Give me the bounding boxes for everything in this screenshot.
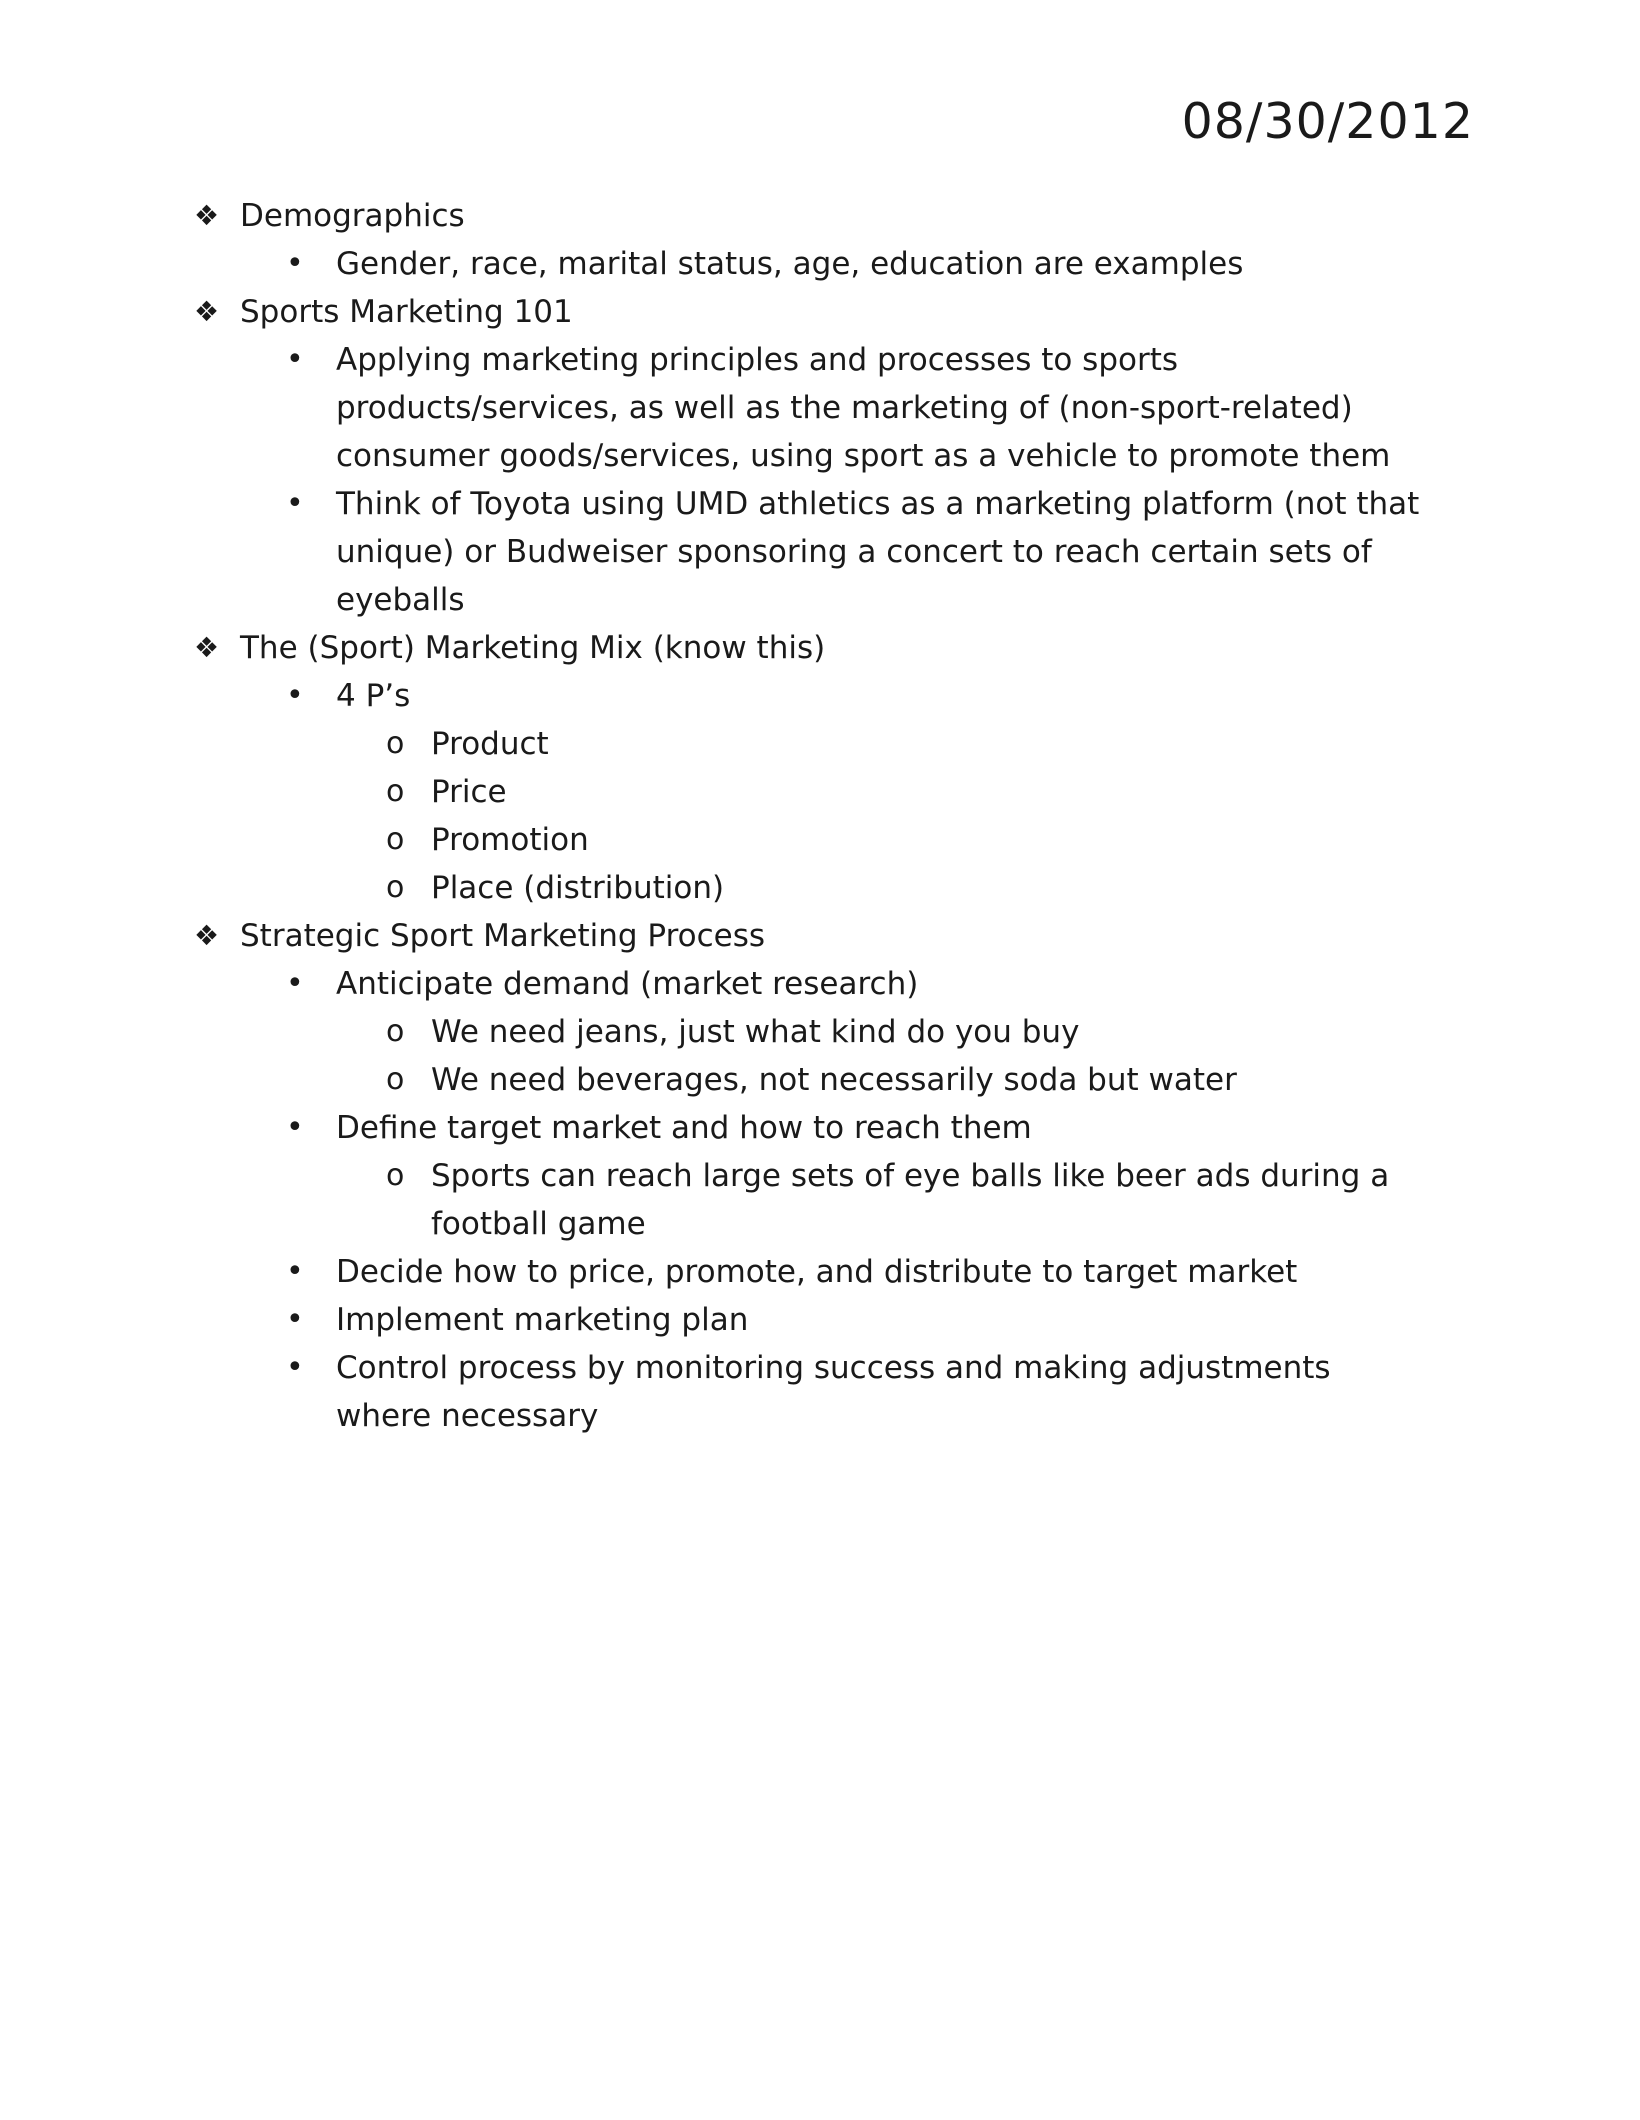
bullet-point-text: Think of Toyota using UMD athletics as a marketing platform (not that unique) or Budweiser sponsoring a concert to reach certain sets of eyeballs — [336, 486, 1420, 618]
letter-o-bullet-icon: o — [386, 822, 405, 857]
bullet-point — [0, 1344, 1426, 1440]
diamond-four-bullet-icon: ❖ — [194, 199, 220, 232]
letter-o-bullet-icon: o — [386, 774, 405, 809]
section-heading — [0, 912, 1420, 960]
round-bullet-icon: • — [286, 966, 304, 1001]
sub-bullet-point-text: We need jeans, just what kind do you buy — [431, 1014, 1080, 1050]
sub-bullet-point — [0, 1056, 1431, 1104]
section-heading — [0, 624, 1420, 672]
bullet-point — [0, 1104, 1426, 1152]
bullet-point — [0, 240, 1426, 288]
page-date: 08/30/2012 — [1181, 93, 1474, 150]
letter-o-bullet-icon: o — [386, 1062, 405, 1097]
sub-bullet-point — [0, 720, 1431, 768]
bullet-point-text: Control process by monitoring success and making adjustments where necessary — [336, 1350, 1331, 1434]
diamond-four-bullet-icon: ❖ — [194, 631, 220, 664]
sub-bullet-point — [0, 768, 1431, 816]
round-bullet-icon: • — [286, 342, 304, 377]
bullet-point-text: 4 P’s — [336, 678, 411, 714]
bullet-point — [0, 1248, 1426, 1296]
section-heading-text: Demographics — [240, 198, 465, 234]
bullet-point-text: Implement marketing plan — [336, 1302, 749, 1338]
section-heading-text: The (Sport) Marketing Mix (know this) — [240, 630, 826, 666]
bullet-point-text: Decide how to price, promote, and distribute to target market — [336, 1254, 1298, 1290]
bullet-point — [0, 960, 1426, 1008]
bullet-point-text: Applying marketing principles and processes to sports products/services, as well as the marketing of (non-sport-related) consumer goods/services, using sport as a vehicle to promote them — [336, 342, 1391, 474]
round-bullet-icon: • — [286, 486, 304, 521]
sub-bullet-point — [0, 864, 1431, 912]
bullet-point — [0, 336, 1426, 480]
sub-bullet-point-text: Promotion — [431, 822, 589, 858]
bullet-point-text: Gender, race, marital status, age, education are examples — [336, 246, 1244, 282]
round-bullet-icon: • — [286, 1110, 304, 1145]
section-heading-text: Strategic Sport Marketing Process — [240, 918, 766, 954]
notes-outline — [0, 192, 1640, 1440]
round-bullet-icon: • — [286, 246, 304, 281]
sub-bullet-point-text: Product — [431, 726, 549, 762]
bullet-point-text: Anticipate demand (market research) — [336, 966, 919, 1002]
letter-o-bullet-icon: o — [386, 1014, 405, 1049]
sub-bullet-point — [0, 816, 1431, 864]
round-bullet-icon: • — [286, 678, 304, 713]
sub-bullet-point-text: Price — [431, 774, 507, 810]
letter-o-bullet-icon: o — [386, 726, 405, 761]
sub-bullet-point — [0, 1008, 1431, 1056]
section-heading — [0, 192, 1420, 240]
section-heading-text: Sports Marketing 101 — [240, 294, 573, 330]
letter-o-bullet-icon: o — [386, 870, 405, 905]
bullet-point-text: Define target market and how to reach them — [336, 1110, 1032, 1146]
diamond-four-bullet-icon: ❖ — [194, 295, 220, 328]
sub-bullet-point — [0, 1152, 1431, 1248]
diamond-four-bullet-icon: ❖ — [194, 919, 220, 952]
round-bullet-icon: • — [286, 1254, 304, 1289]
round-bullet-icon: • — [286, 1350, 304, 1385]
sub-bullet-point-text: Sports can reach large sets of eye balls like beer ads during a football game — [431, 1158, 1390, 1242]
section-heading — [0, 288, 1420, 336]
letter-o-bullet-icon: o — [386, 1158, 405, 1193]
sub-bullet-point-text: Place (distribution) — [431, 870, 725, 906]
round-bullet-icon: • — [286, 1302, 304, 1337]
bullet-point — [0, 1296, 1426, 1344]
sub-bullet-point-text: We need beverages, not necessarily soda but water — [431, 1062, 1237, 1098]
bullet-point — [0, 672, 1426, 720]
bullet-point — [0, 480, 1426, 624]
